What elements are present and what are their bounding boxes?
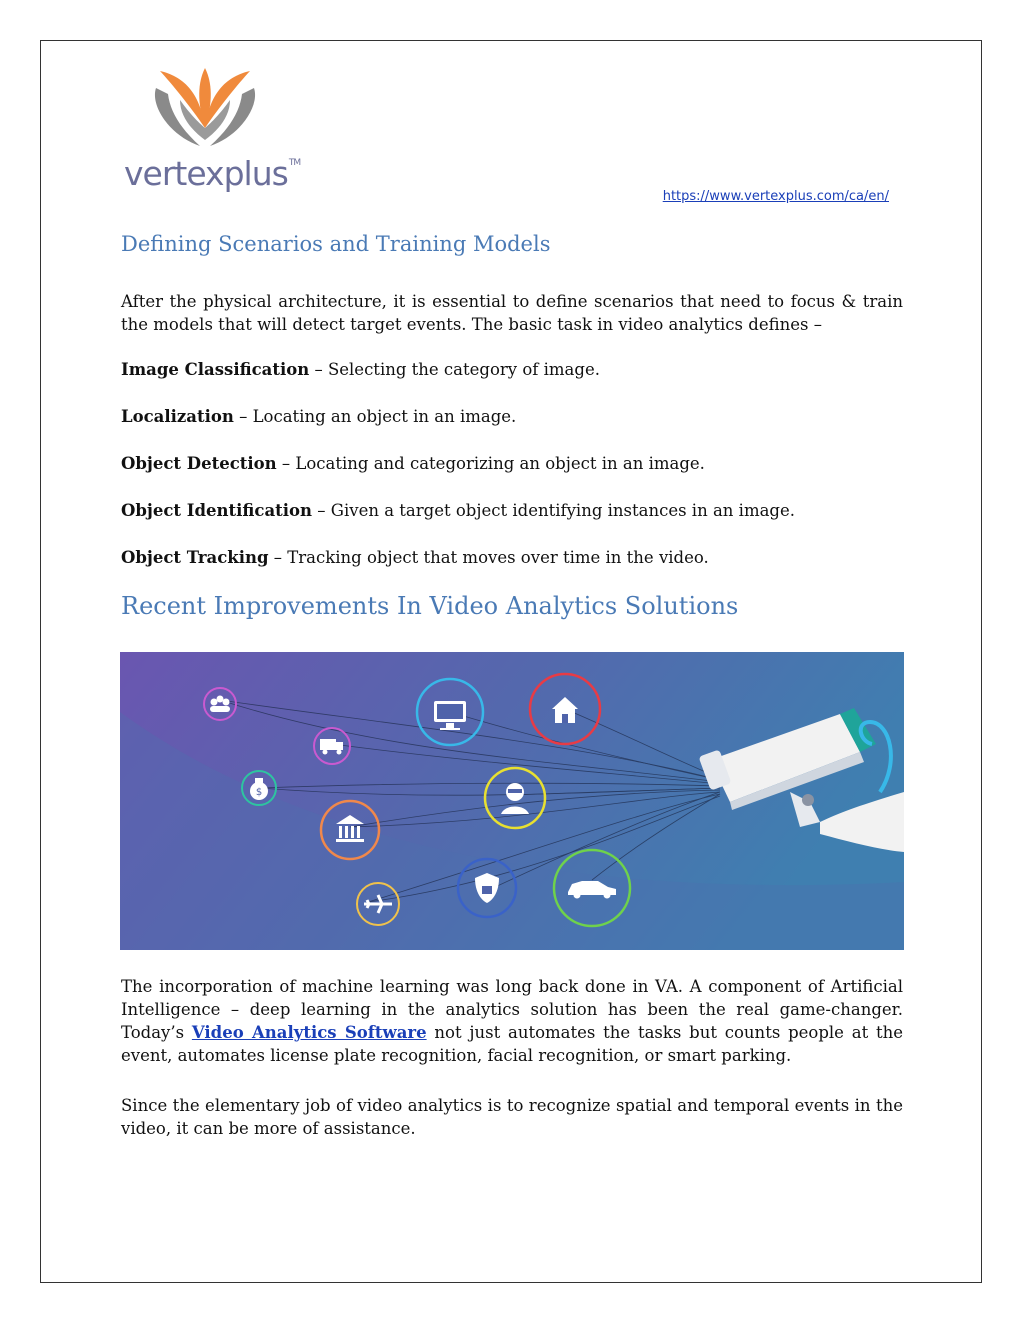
definition-localization xyxy=(121,407,516,426)
definition-term: Localization xyxy=(121,407,234,426)
definition-desc: – Selecting the category of image. xyxy=(309,360,600,379)
intro-paragraph: After the physical architecture, it is essential to define scenarios that need to focus & train the models that will detect target events. The basic task in video analytics defines – xyxy=(121,292,903,334)
site-url-link[interactable]: https://www.vertexplus.com/ca/en/ xyxy=(662,189,889,204)
definition-object-tracking xyxy=(121,548,709,567)
definition-term: Object Tracking xyxy=(121,548,269,567)
definition-desc: – Tracking object that moves over time in the video. xyxy=(268,548,709,567)
definition-object-identification xyxy=(121,501,795,520)
logo-tm: TM xyxy=(288,158,301,168)
definition-image-classification xyxy=(121,360,600,379)
paragraph-text: not just automates the tasks but counts people at the event, automates license plate recognition, facial recognition, or smart parking. xyxy=(121,1023,904,1065)
logo-wordmark xyxy=(124,154,300,193)
paragraph-text: The incorporation of machine learning was long back done in VA. A component of Artificial Intelligence – deep learning in the analytics solution has been the real game-changer. Today’s xyxy=(121,977,903,1042)
incorporation-paragraph xyxy=(121,975,903,1067)
svg-text:$: $ xyxy=(255,787,263,798)
logo-petals-icon xyxy=(120,66,290,156)
definition-object-detection xyxy=(121,454,705,473)
vertexplus-logo[interactable] xyxy=(120,66,301,201)
definition-desc: – Locating an object in an image. xyxy=(233,407,517,426)
definition-desc: – Locating and categorizing an object in an image. xyxy=(276,454,705,473)
definition-term: Image Classification xyxy=(121,360,310,379)
video-analytics-illustration xyxy=(120,652,904,950)
section-heading-recent-improvements: Recent Improvements In Video Analytics Solutions xyxy=(121,592,739,620)
section-heading-defining: Defining Scenarios and Training Models xyxy=(121,232,551,256)
definition-term: Object Detection xyxy=(121,454,277,473)
assistance-paragraph: Since the elementary job of video analytics is to recognize spatial and temporal events in the video, it can be more of assistance. xyxy=(121,1096,903,1138)
logo-text: vertexplus xyxy=(124,154,288,193)
definition-desc: – Given a target object identifying instances in an image. xyxy=(312,501,796,520)
video-analytics-software-link[interactable]: Video Analytics Software xyxy=(191,1023,427,1042)
definition-term: Object Identification xyxy=(121,501,313,520)
